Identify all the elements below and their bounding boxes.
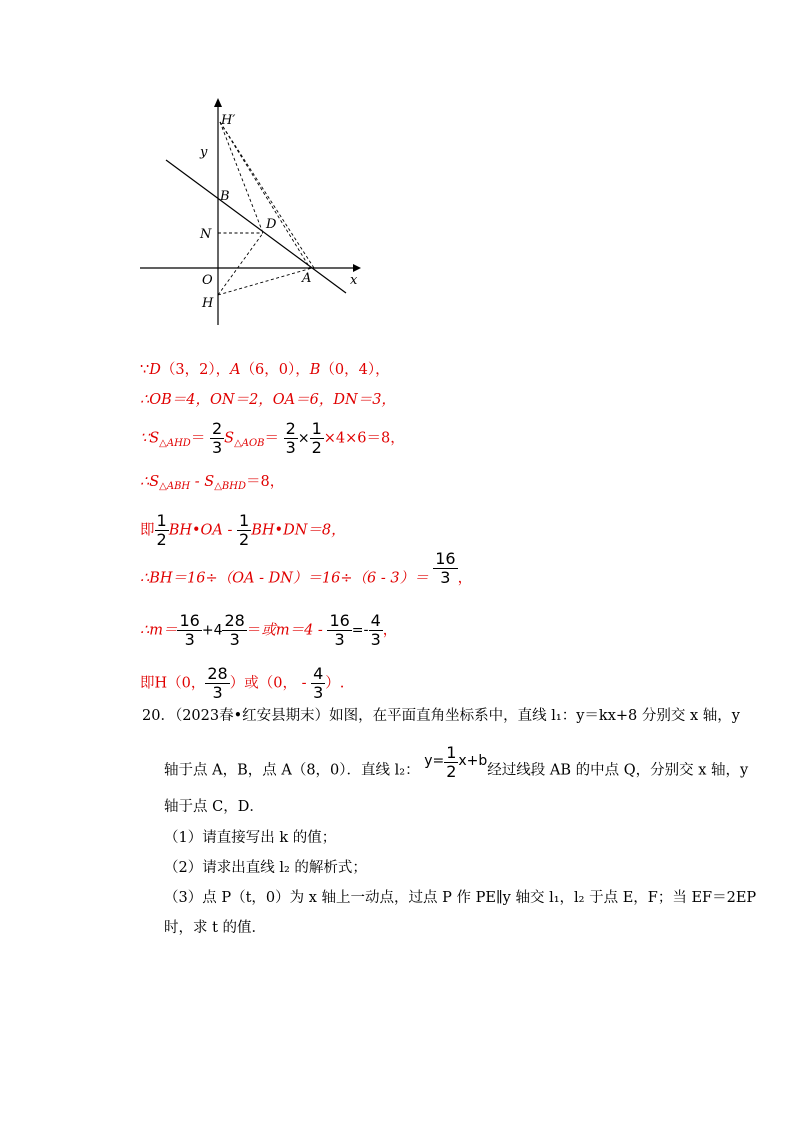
question-2: （2）请求出直线 l₂ 的解析式； (164, 860, 367, 876)
fraction-4-3b: $\frac{4}{3}$ (313, 664, 324, 702)
problem-line-1: 20．（2023春•红安县期末）如图，在平面直角坐标系中，直线 l₁：y＝kx+8 分别交 x 轴，y (142, 708, 740, 724)
solution-line-2: ∴OB＝4，ON＝2，OA＝6，DN＝3， (140, 392, 396, 408)
dashed-HD (218, 233, 263, 295)
fraction-16-3a: $\frac{16}{3}$ (179, 611, 200, 649)
solution-line-4: $\therefore S_{\triangle ABH} - S_{\triangle BHD}=8$， (140, 474, 285, 492)
solution-line-5: 即 $\frac{1}{2}$ BH•OA - $\frac{1}{2}$ BH•DN＝8， (140, 511, 346, 549)
dashed-HprimeA-2 (220, 122, 314, 268)
label-D: D (266, 217, 277, 232)
fraction-16-3: $\frac{16}{3}$ (435, 549, 456, 587)
solution-line-1: ∵D（3，2），A（6，0），B（0，4）， (140, 362, 390, 378)
question-1: （1）请直接写出 k 的值； (164, 830, 337, 846)
fraction-28-3: $\frac{28}{3}$ (224, 611, 245, 649)
fraction-4-3: $\frac{4}{3}$ (370, 611, 381, 649)
label-A: A (302, 271, 312, 286)
label-H: H (202, 296, 214, 311)
solution-line-7: ∴m＝ $\frac{16}{3}$ +4 $\frac{28}{3}$ ＝或m＝4 - $\frac{16}{3}$ =- $\frac{4}{3}$ ， (140, 611, 398, 649)
question-3-cont: 时，求 t 的值． (164, 920, 267, 936)
label-N: N (200, 227, 212, 242)
question-3: （3）点 P（t，0）为 x 轴上一动点，过点 P 作 PE∥y 轴交 l₁，l₂ 于点 E，F；当 EF＝2EP (164, 890, 757, 906)
solution-line-8: 即H（0， $\frac{28}{3}$ ）或（0， - $\frac{4}{3}$ ）. (140, 664, 345, 702)
fraction-1-2a: $\frac{1}{2}$ (156, 511, 167, 549)
label-y: y (200, 145, 208, 160)
fraction-1-2b: $\frac{1}{2}$ (239, 511, 250, 549)
label-x: x (350, 273, 358, 288)
label-H-prime: H′ (221, 113, 236, 128)
fraction-28-3b: $\frac{28}{3}$ (207, 664, 228, 702)
problem-line-2: 轴于点 A，B，点 A（8，0）．直线 l₂： y= $\frac{1}{2}$ x+b经过线段 AB 的中点 Q，分别交 x 轴，y (164, 743, 749, 781)
solution-line-6: ∴BH＝16÷（OA - DN）＝16÷（6 - 3）＝ $\frac{16}{3}$ ， (140, 549, 473, 587)
dashed-HprimeA-1 (220, 122, 310, 268)
solution-line-3: $\because S_{\triangle AHD}=$ $\frac{2}{3}$ $S_{\triangle AOB}=$ $\frac{2}{3}$ × $\frac{1}{2}$ ×4×6＝8， (140, 419, 405, 457)
fraction-1-2: $\frac{1}{2}$ (311, 419, 322, 457)
problem-line-3: 轴于点 C，D． (164, 799, 264, 815)
fraction-16-3b: $\frac{16}{3}$ (329, 611, 350, 649)
geometry-figure (130, 90, 370, 330)
fraction-2-3: $\frac{2}{3}$ (211, 419, 223, 457)
x-axis-arrow (353, 264, 361, 272)
dashed-HA (218, 268, 312, 295)
y-axis-arrow (214, 98, 222, 107)
label-B: B (220, 189, 230, 204)
fraction-2-3b: $\frac{2}{3}$ (285, 419, 296, 457)
label-O: O (202, 273, 213, 288)
fraction-1-2-problem: $\frac{1}{2}$ (446, 743, 457, 781)
